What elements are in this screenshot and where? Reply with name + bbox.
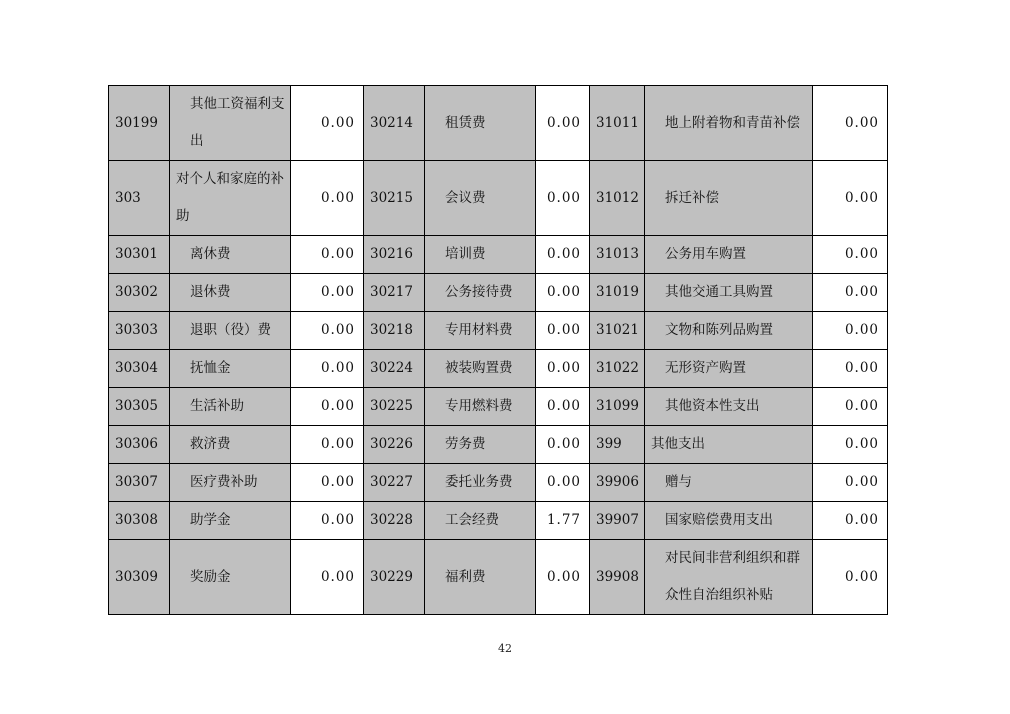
amount-cell: 0.00 (813, 388, 888, 426)
code-cell: 31012 (590, 161, 645, 236)
amount-cell: 0.00 (536, 350, 590, 388)
amount-cell: 0.00 (291, 274, 364, 312)
code-cell: 30215 (364, 161, 425, 236)
table-row (109, 502, 888, 540)
item-name: 福利费 (445, 568, 486, 585)
amount-cell: 0.00 (291, 161, 364, 236)
amount-cell: 0.00 (536, 540, 590, 615)
code-cell: 30309 (109, 540, 170, 615)
item-name: 公务用车购置 (665, 246, 746, 262)
item-name-cell (425, 350, 536, 388)
item-name-cell (645, 312, 813, 350)
table-row (109, 388, 888, 426)
item-name-cell (425, 426, 536, 464)
amount-cell: 0.00 (536, 236, 590, 274)
item-name: 专用燃料费 (445, 398, 513, 414)
amount-cell: 0.00 (813, 161, 888, 236)
code-cell: 30199 (109, 86, 170, 161)
item-name-cell (645, 86, 813, 161)
code-cell: 30216 (364, 236, 425, 274)
item-name: 其他资本性支出 (665, 398, 760, 414)
amount-cell: 0.00 (813, 540, 888, 615)
item-name: 赠与 (665, 474, 692, 490)
item-name: 其他支出 (651, 436, 705, 452)
amount-cell: 0.00 (536, 274, 590, 312)
item-name: 公务接待费 (445, 284, 513, 300)
item-name-cell (170, 502, 291, 540)
item-name: 退休费 (190, 284, 231, 300)
table-row (109, 426, 888, 464)
amount-cell: 0.00 (291, 426, 364, 464)
code-cell: 399 (590, 426, 645, 464)
item-name-cell (645, 350, 813, 388)
amount-cell: 0.00 (813, 502, 888, 540)
table-row (109, 161, 888, 236)
item-name: 地上附着物和青苗补偿 (665, 114, 800, 131)
amount-cell: 0.00 (291, 86, 364, 161)
code-cell: 30214 (364, 86, 425, 161)
code-cell: 39907 (590, 502, 645, 540)
item-name: 离休费 (190, 246, 231, 262)
code-cell: 30217 (364, 274, 425, 312)
item-name-cell (425, 540, 536, 615)
item-name-cell (645, 426, 813, 464)
item-name: 抚恤金 (190, 360, 231, 376)
item-name-cell (170, 161, 291, 236)
item-name-cell (645, 502, 813, 540)
item-name-cell (645, 236, 813, 274)
item-name-cell (425, 502, 536, 540)
item-name-cell (170, 540, 291, 615)
amount-cell: 1.77 (536, 502, 590, 540)
table-row (109, 274, 888, 312)
item-name: 租赁费 (445, 114, 486, 131)
item-name-cell (645, 161, 813, 236)
code-cell: 31013 (590, 236, 645, 274)
item-name: 退职（役）费 (190, 322, 271, 338)
amount-cell: 0.00 (813, 464, 888, 502)
item-name-cell (170, 236, 291, 274)
item-name: 委托业务费 (445, 474, 513, 490)
code-cell: 31021 (590, 312, 645, 350)
code-cell: 30224 (364, 350, 425, 388)
amount-cell: 0.00 (536, 161, 590, 236)
item-name-cell (645, 540, 813, 615)
item-name: 专用材料费 (445, 322, 513, 338)
item-name-cell (645, 274, 813, 312)
item-name-cell (425, 274, 536, 312)
table-body (109, 86, 888, 615)
code-cell: 31022 (590, 350, 645, 388)
code-cell: 30308 (109, 502, 170, 540)
item-name: 会议费 (445, 189, 486, 206)
item-name-cell (170, 464, 291, 502)
item-name-cell (170, 312, 291, 350)
item-name: 国家赔偿费用支出 (665, 512, 773, 528)
code-cell: 31019 (590, 274, 645, 312)
amount-cell: 0.00 (536, 426, 590, 464)
item-name: 对民间非营利组织和群众性自治组织补贴 (665, 550, 800, 603)
code-cell: 30302 (109, 274, 170, 312)
amount-cell: 0.00 (536, 388, 590, 426)
item-name-cell (425, 312, 536, 350)
item-name: 生活补助 (190, 398, 244, 414)
page-number: 42 (498, 642, 512, 655)
item-name: 培训费 (445, 246, 486, 262)
code-cell: 30303 (109, 312, 170, 350)
code-cell: 30225 (364, 388, 425, 426)
item-name: 拆迁补偿 (665, 189, 719, 206)
table-row (109, 86, 888, 161)
item-name-cell (170, 350, 291, 388)
amount-cell: 0.00 (536, 86, 590, 161)
table-row (109, 350, 888, 388)
code-cell: 39906 (590, 464, 645, 502)
code-cell: 30307 (109, 464, 170, 502)
item-name-cell (645, 388, 813, 426)
item-name-cell (170, 274, 291, 312)
amount-cell: 0.00 (813, 426, 888, 464)
item-name-cell (645, 464, 813, 502)
table-row (109, 540, 888, 615)
item-name: 无形资产购置 (665, 360, 746, 376)
code-cell: 30228 (364, 502, 425, 540)
amount-cell: 0.00 (813, 86, 888, 161)
item-name-cell (170, 388, 291, 426)
item-name: 被装购置费 (445, 360, 513, 376)
table-row (109, 312, 888, 350)
item-name: 其他工资福利支出 (190, 96, 285, 149)
amount-cell: 0.00 (291, 464, 364, 502)
item-name-cell (425, 388, 536, 426)
code-cell: 30306 (109, 426, 170, 464)
item-name-cell (425, 86, 536, 161)
code-cell: 31099 (590, 388, 645, 426)
amount-cell: 0.00 (291, 236, 364, 274)
table-row (109, 464, 888, 502)
amount-cell: 0.00 (813, 274, 888, 312)
code-cell: 30226 (364, 426, 425, 464)
code-cell: 31011 (590, 86, 645, 161)
item-name-cell (425, 464, 536, 502)
code-cell: 30301 (109, 236, 170, 274)
item-name-cell (425, 236, 536, 274)
amount-cell: 0.00 (813, 312, 888, 350)
code-cell: 30218 (364, 312, 425, 350)
code-cell: 30305 (109, 388, 170, 426)
expenditure-table (108, 85, 888, 615)
item-name-cell (170, 86, 291, 161)
item-name: 助学金 (190, 512, 231, 528)
item-name: 其他交通工具购置 (665, 284, 773, 300)
item-name: 工会经费 (445, 512, 499, 528)
item-name: 对个人和家庭的补助 (176, 171, 284, 224)
item-name: 奖励金 (190, 568, 231, 585)
item-name: 文物和陈列品购置 (665, 322, 773, 338)
amount-cell: 0.00 (813, 236, 888, 274)
item-name: 医疗费补助 (190, 474, 258, 490)
item-name: 劳务费 (445, 436, 486, 452)
code-cell: 30227 (364, 464, 425, 502)
code-cell: 30304 (109, 350, 170, 388)
amount-cell: 0.00 (536, 312, 590, 350)
amount-cell: 0.00 (536, 464, 590, 502)
amount-cell: 0.00 (291, 312, 364, 350)
amount-cell: 0.00 (813, 350, 888, 388)
amount-cell: 0.00 (291, 502, 364, 540)
item-name-cell (425, 161, 536, 236)
amount-cell: 0.00 (291, 388, 364, 426)
code-cell: 39908 (590, 540, 645, 615)
item-name: 救济费 (190, 436, 231, 452)
code-cell: 303 (109, 161, 170, 236)
table-row (109, 236, 888, 274)
amount-cell: 0.00 (291, 540, 364, 615)
item-name-cell (170, 426, 291, 464)
amount-cell: 0.00 (291, 350, 364, 388)
code-cell: 30229 (364, 540, 425, 615)
